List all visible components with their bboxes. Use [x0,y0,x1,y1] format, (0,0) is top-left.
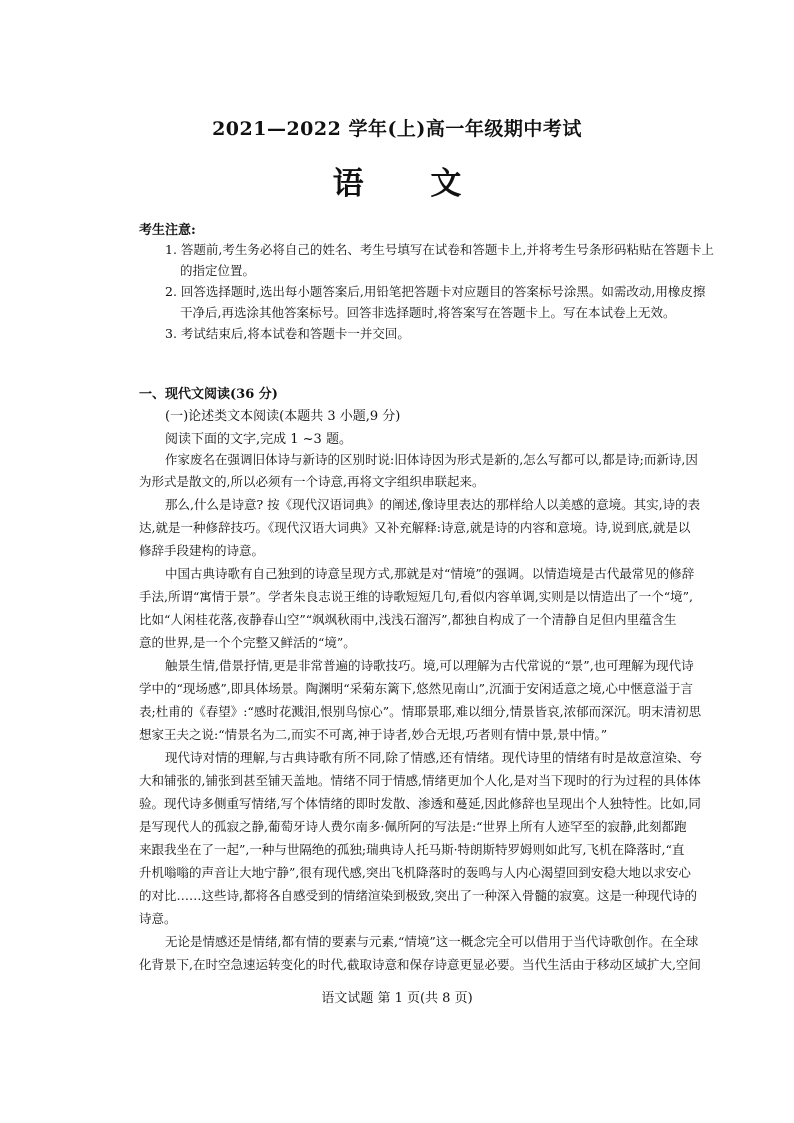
passage-line: 是写现代人的孤寂之静,葡萄牙诗人费尔南多·佩所阿的写法是:“世界上所有人迹罕至的寂静,此刻都跑 [139,819,687,834]
passage-line: 达,就是一种修辞技巧。《现代汉语大词典》又补充解释:诗意,就是诗的内容和意境。诗,说到底,就是以 [139,520,691,535]
passage-line: 想家王夫之说:“情景名为二,而实不可离,神于诗者,妙合无垠,巧者则有情中景,景中情。” [139,727,608,742]
passage-line: 现代诗对情的理解,与古典诗歌有所不同,除了情感,还有情绪。现代诗里的情绪有时是故意渲染、夸 [165,750,702,765]
passage-line: 触景生情,借景抒情,更是非常普遍的诗歌技巧。境,可以理解为古代常说的“景”,也可理解为现代诗 [165,658,694,673]
passage-line: 比如“人闲桂花落,夜静春山空”“飒飒秋雨中,浅浅石溜泻”,都独自构成了一个清静自足但内里蕴含生 [139,612,677,627]
notice-item: 3. 考试结束后,将本试卷和答题卡一并交回。 [165,326,410,341]
notice-heading: 考生注意: [139,223,196,238]
passage-line: 意的世界,是一个个完整又鲜活的“境”。 [139,635,356,650]
subsection-heading: (一)论述类文本阅读(本题共 3 小题,9 分) [165,409,401,424]
passage-line: 无论是情感还是情绪,都有情的要素与元素,“情境”这一概念完全可以借用于当代诗歌创作。在全球 [165,934,699,949]
section-heading: 一、现代文阅读(36 分) [139,387,278,402]
notice-item-continuation: 干净后,再选涂其他答案标号。回答非选择题时,将答案写在答题卡上。写在本试卷上无效。 [180,305,676,320]
passage-line: 中国古典诗歌有自己独到的诗意呈现方式,那就是对“情境”的强调。以情造境是古代最常见的修辞 [165,566,695,581]
passage-line: 大和铺张的,铺张到甚至铺天盖地。情绪不同于情感,情绪更加个人化,是对当下现时的行为过程的具体体 [139,773,701,788]
reading-instruction: 阅读下面的文字,完成 1 ~3 题。 [165,432,352,447]
notice-item-continuation: 的指定位置。 [180,263,256,278]
page-footer: 语文试题 第 1 页(共 8 页) [321,991,473,1006]
passage-line: 那么,什么是诗意? 按《现代汉语词典》的阐述,像诗里表达的那样给人以美感的意境。其实,诗的表 [165,497,701,512]
passage-line: 化背景下,在时空急速运转变化的时代,截取诗意和保存诗意更显必要。当代生活由于移动区域扩大,空间 [139,957,701,972]
passage-line: 来跟我坐在了一起”,一种与世隔绝的孤独;瑞典诗人托马斯·特朗斯特罗姆则如此写,飞机在降落时,“直 [139,842,685,857]
passage-line: 表;杜甫的《春望》:“感时花溅泪,恨别鸟惊心”。情耶景耶,难以细分,情景皆哀,浓郁而深沉。明末清初思 [139,704,702,719]
passage-line: 作家废名在强调旧体诗与新诗的区别时说:旧体诗因为形式是新的,怎么写都可以,都是诗;而新诗,因 [165,452,698,467]
passage-line: 学中的“现场感”,即具体场景。陶渊明“采菊东篱下,悠然见南山”,沉湎于安闲适意之境,心中惬意溢于言 [139,681,693,696]
passage-line: 验。现代诗多侧重写情绪,写个体情绪的即时发散、渗透和蔓延,因此修辞也呈现出个人独特性。比如,同 [139,796,701,811]
passage-line: 升机嗡嗡的声音让大地宁静”,很有现代感,突出飞机降落时的轰鸣与人内心渴望回到安稳大地以求安心 [139,865,691,880]
passage-line: 手法,所谓“寓情于景”。学者朱良志说王维的诗歌短短几句,看似内容单调,实则是以情造出了一个“境”, [139,589,693,604]
notice-item: 1. 答题前,考生务必将自己的姓名、考生号填写在试卷和答题卡上,并将考生号条形码粘贴在答题卡上 [165,242,714,257]
passage-line: 诗意。 [139,911,177,926]
subject-title: 语 文 [332,166,490,202]
notice-item: 2. 回答选择题时,选出每小题答案后,用铅笔把答题卡对应题目的答案标号涂黑。如需改动,用橡皮擦 [165,284,706,299]
passage-line: 为形式是散文的,所以必须有一个诗意,再将文字组织串联起来。 [139,474,485,489]
exam-title: 2021—2022 学年(上)高一年级期中考试 [212,118,582,140]
passage-line: 的对比……这些诗,都将各自感受到的情绪渲染到极致,突出了一种深入骨髓的寂寞。这是一种现代诗的 [139,888,697,903]
passage-line: 修辞手段建构的诗意。 [139,543,265,558]
